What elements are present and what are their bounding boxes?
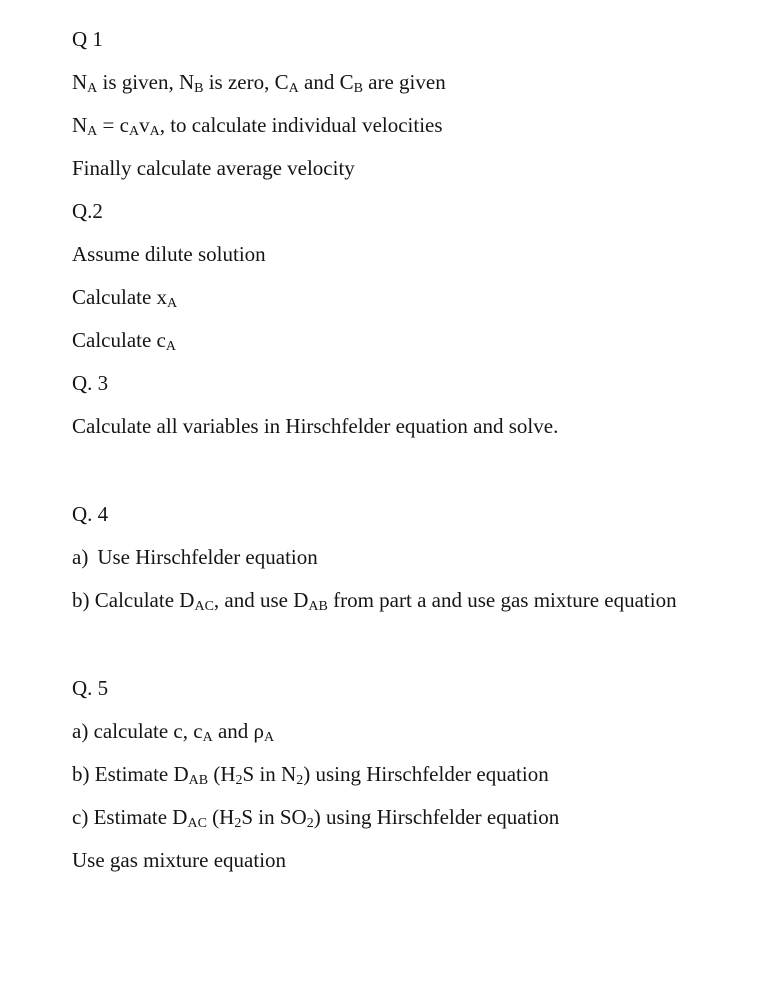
q4-heading: Q. 4 bbox=[72, 502, 109, 526]
q4-part-b-text: b) Calculate D bbox=[72, 588, 195, 612]
q5-part-c-text: c) Estimate D bbox=[72, 805, 188, 829]
subscript: AC bbox=[187, 816, 207, 831]
q5-part-b-text: (H bbox=[208, 762, 236, 786]
q5-footer: Use gas mixture equation bbox=[72, 848, 287, 872]
q5-part-c bbox=[72, 805, 559, 829]
q5-part-b bbox=[72, 762, 549, 786]
q5-part-a-text: and ρ bbox=[212, 719, 265, 743]
q4-part-a-marker: a) bbox=[72, 545, 89, 569]
q5-part-a bbox=[72, 719, 274, 743]
q1-line-1-text: are given bbox=[362, 70, 446, 94]
q1-line-1-text: is given, N bbox=[97, 70, 195, 94]
q2-line-3-text: Calculate c bbox=[72, 328, 166, 352]
subscript: AB bbox=[188, 773, 209, 788]
subscript: 2 bbox=[235, 773, 243, 788]
q1-line-1 bbox=[72, 70, 446, 94]
subscript: AC bbox=[194, 599, 214, 614]
q4-part-b-text: from part a and use gas mixture equation bbox=[327, 588, 677, 612]
q3-line-1: Calculate all variables in Hirschfelder equation and solve. bbox=[72, 414, 559, 438]
q2-line-2 bbox=[72, 285, 177, 309]
q5-part-c-text: (H bbox=[206, 805, 235, 829]
subscript: B bbox=[353, 81, 363, 96]
q1-line-3: Finally calculate average velocity bbox=[72, 156, 355, 180]
subscript: A bbox=[87, 124, 98, 139]
q1-heading: Q 1 bbox=[72, 27, 103, 51]
q2-line-3 bbox=[72, 328, 176, 352]
q1-line-1-text: N bbox=[72, 70, 88, 94]
subscript: A bbox=[288, 81, 299, 96]
q3-heading: Q. 3 bbox=[72, 371, 109, 395]
subscript: A bbox=[128, 124, 140, 139]
q2-line-2-text: Calculate x bbox=[72, 285, 168, 309]
q4-part-b-text: , and use D bbox=[213, 588, 309, 612]
q1-line-2-text: , to calculate individual velocities bbox=[159, 113, 443, 137]
q1-line-2-text: N bbox=[72, 113, 88, 137]
q5-heading: Q. 5 bbox=[72, 676, 109, 700]
q1-line-1-text: is zero, C bbox=[203, 70, 289, 94]
subscript: AB bbox=[308, 599, 328, 614]
q5-part-b-text: b) Estimate D bbox=[72, 762, 189, 786]
subscript: A bbox=[149, 124, 160, 139]
subscript: A bbox=[165, 339, 176, 354]
q5-part-b-text: ) using Hirschfelder equation bbox=[303, 762, 549, 786]
q5-part-b-text: S in N bbox=[242, 762, 297, 786]
q1-line-1-text: and C bbox=[298, 70, 354, 94]
subscript: A bbox=[202, 730, 213, 745]
q5-part-a-text: a) calculate c, c bbox=[72, 719, 203, 743]
q5-part-c-text: S in SO bbox=[241, 805, 307, 829]
subscript: A bbox=[167, 296, 178, 311]
q4-part-a-text: Use Hirschfelder equation bbox=[97, 545, 318, 569]
subscript: 2 bbox=[306, 816, 314, 831]
subscript: A bbox=[87, 81, 98, 96]
q4-part-a bbox=[72, 545, 318, 569]
q1-line-2 bbox=[72, 113, 443, 137]
q2-line-1: Assume dilute solution bbox=[72, 242, 266, 266]
subscript: B bbox=[194, 81, 204, 96]
subscript: 2 bbox=[296, 773, 304, 788]
q1-line-2-text: v bbox=[139, 113, 150, 137]
subscript: 2 bbox=[234, 816, 242, 831]
q5-part-c-text: ) using Hirschfelder equation bbox=[313, 805, 560, 829]
q4-part-b bbox=[72, 588, 677, 612]
q2-heading: Q.2 bbox=[72, 199, 103, 223]
q1-line-2-text: = c bbox=[97, 113, 129, 137]
subscript: A bbox=[264, 730, 275, 745]
